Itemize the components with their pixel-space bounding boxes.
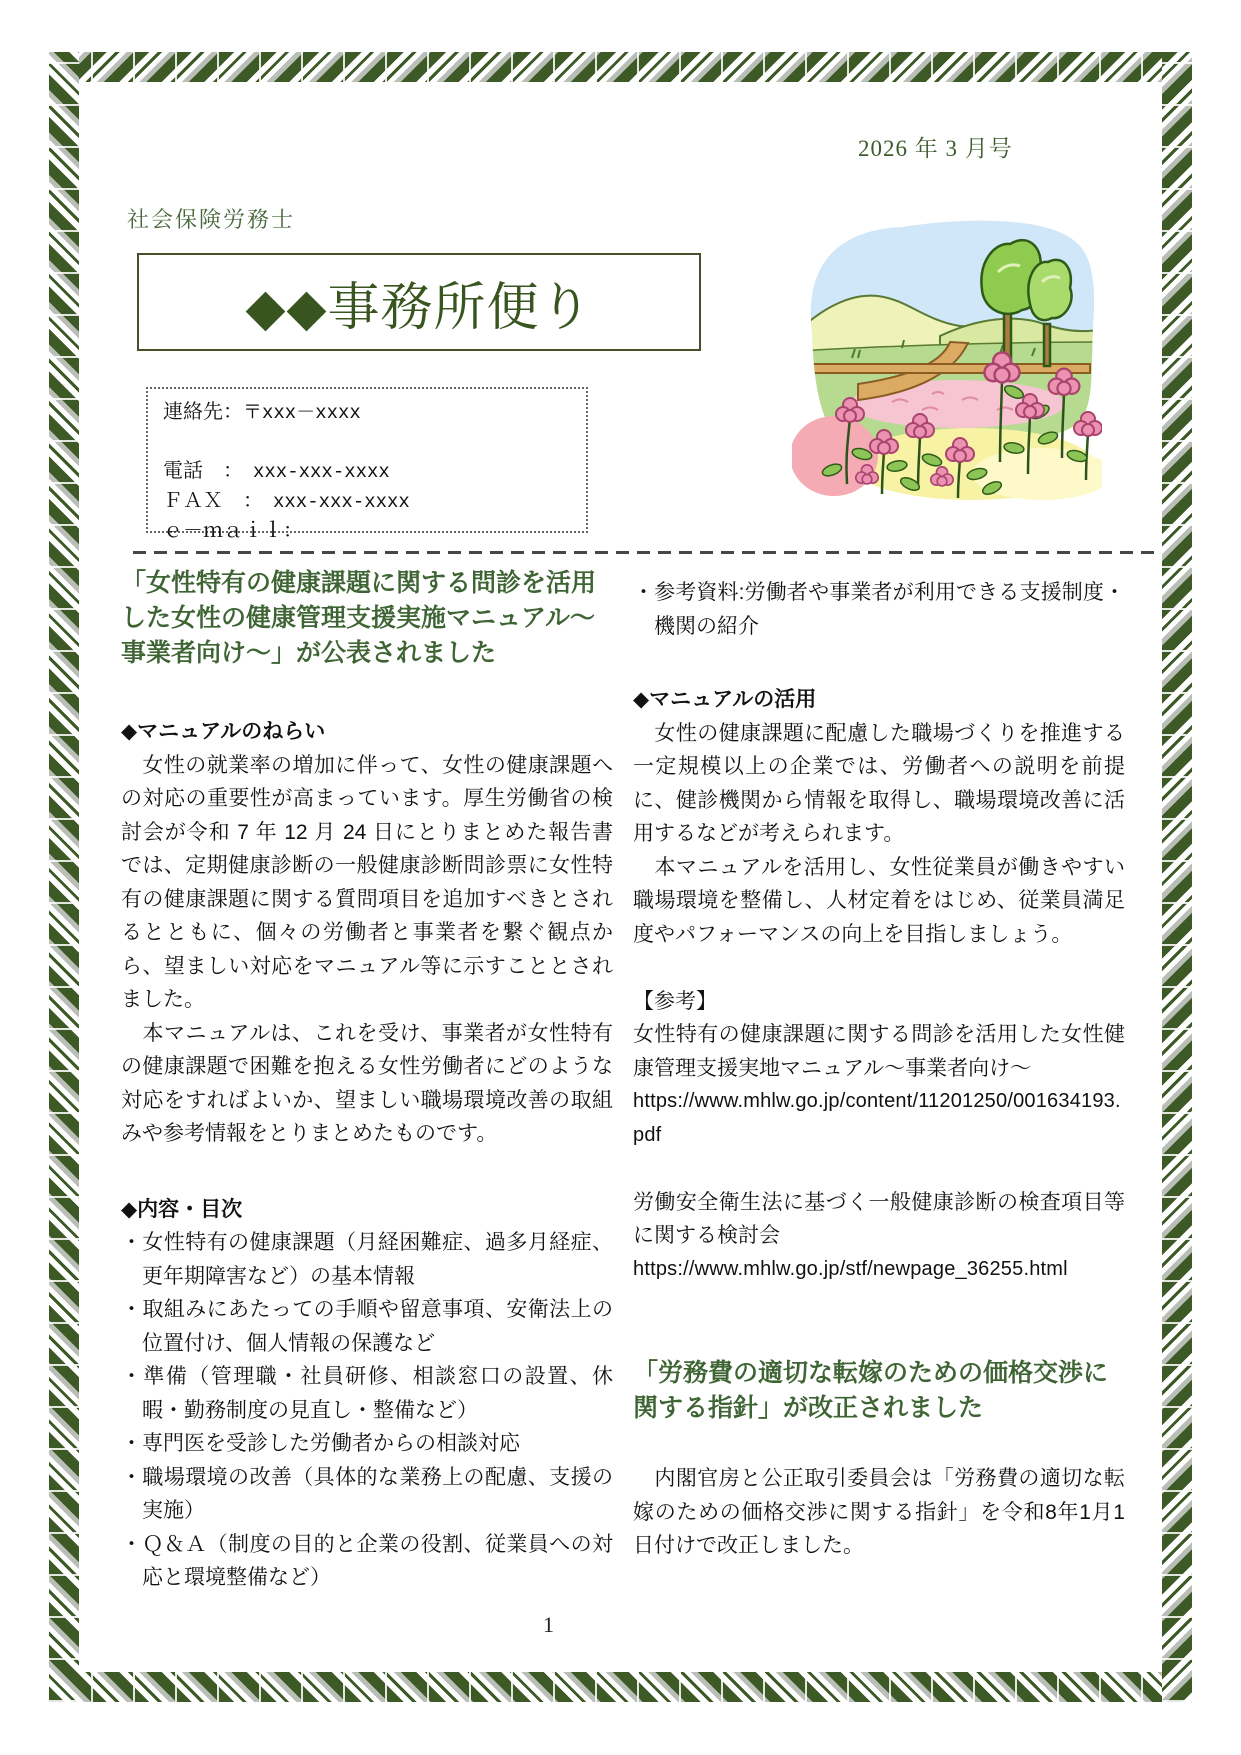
landscape-illustration	[792, 212, 1102, 500]
toc-list	[121, 1226, 613, 1595]
body-columns	[121, 566, 1125, 1595]
toc-item-reference: ・参考資料:労働者や事業者が利用できる支援制度・機関の紹介	[633, 581, 1125, 638]
article1-paragraph-1: 女性の就業率の増加に伴って、女性の健康課題への対応の重要性が高まっています。厚生労働省の検討会が令和 7 年 12 月 24 日にとりまとめた報告書では、定期健康診断の一般健康診断問診票に女性特有の健康課題に関する質問項目を追加すべきとされるとともに、個々の労働者と事業者を繋ぐ観点から、望ましい対応をマニュアル等に示すこととされました。	[121, 753, 613, 1011]
reference2-title: 労働安全衛生法に基づく一般健康診断の検査項目等に関する検討会	[633, 1190, 1125, 1247]
left-column	[121, 566, 613, 1595]
newsletter-title-box	[137, 253, 701, 351]
toc-item: ・専門医を受診した労働者からの相談対応	[121, 1432, 520, 1455]
toc-item: ・職場環境の改善（具体的な業務上の配慮、支援の実施）	[121, 1465, 613, 1522]
toc-item: ・女性特有の健康課題（月経困難症、過多月経症、更年期障害など）の基本情報	[121, 1231, 613, 1288]
contact-phone	[163, 457, 576, 487]
reference-heading: 【参考】	[633, 989, 717, 1013]
reference1-url: https://www.mhlw.go.jp/content/11201250/001634193.pdf	[633, 1090, 1121, 1146]
section-heading-manual-use: ◆マニュアルの活用	[633, 688, 817, 711]
article2-title: 「労務費の適切な転嫁のための価格交渉に関する指針」が改正されました	[633, 1359, 1109, 1422]
page-border-bottom	[49, 1672, 1192, 1702]
article1-paragraph-3: 女性の健康課題に配慮した職場づくりを推進する一定規模以上の企業では、労働者への説明を前提に、健診機関から情報を取得し、職場環境改善に活用するなどが考えられます。	[633, 721, 1125, 845]
contact-email	[163, 517, 576, 546]
contact-fax	[163, 487, 576, 517]
reference1-title: 女性特有の健康課題に関する問診を活用した女性健康管理支援実地マニュアル～事業者向け～	[633, 1023, 1125, 1080]
toc-item: ・取組みにあたっての手順や留意事項、安衛法上の位置付け、個人情報の保護など	[121, 1298, 613, 1355]
section-heading-contents: ◆内容・目次	[121, 1197, 243, 1221]
office-type-label: 社会保険労務士	[127, 207, 296, 232]
toc-item: ・準備（管理職・社員研修、相談窓口の設置、休暇・勤務制度の見直し・整備など）	[121, 1365, 613, 1422]
toc-item: ・Ｑ＆Ａ（制度の目的と企業の役割、従業員への対応と環境整備など）	[121, 1532, 613, 1589]
dashed-separator	[133, 551, 1159, 554]
contact-address-label: 連絡先：	[163, 401, 243, 423]
contact-fax-label: ＦＡＸ ：	[163, 490, 273, 512]
newsletter-title: ◆◆事務所便り	[245, 279, 593, 337]
section-heading-manual-aim: ◆マニュアルのねらい	[121, 720, 326, 743]
contact-address	[163, 398, 576, 428]
reference2-url: https://www.mhlw.go.jp/stf/newpage_36255.html	[633, 1257, 1068, 1280]
contact-email-label: ｅ－ｍａｉｌ：	[163, 520, 303, 542]
page-border-right	[1162, 52, 1192, 1702]
contact-box	[146, 387, 588, 542]
page-border-top	[49, 52, 1192, 82]
page-border-left	[49, 52, 79, 1702]
article1-title: 「女性特有の健康課題に関する問診を活用した女性の健康管理支援実施マニュアル～事業者向け～」が公表されました	[121, 569, 597, 667]
issue-date: 2026 年 3 月号	[858, 136, 1013, 161]
contact-fax-value: xxx-xxx-xxxx	[273, 491, 410, 513]
article2-paragraph-1: 内閣官房と公正取引委員会は「労務費の適切な転嫁のための価格交渉に関する指針」を令和8年1月1日付けで改正しました。	[633, 1467, 1125, 1557]
article1-paragraph-2: 本マニュアルは、これを受け、事業者が女性特有の健康課題で困難を抱える女性労働者にどのような対応をすればよいか、望ましい職場環境改善の取組みや参考情報をとりまとめたものです。	[121, 1021, 613, 1145]
page-number: 1	[543, 1612, 554, 1637]
article1-paragraph-4: 本マニュアルを活用し、女性従業員が働きやすい職場環境を整備し、人材定着をはじめ、従業員満足度やパフォーマンスの向上を目指しましょう。	[633, 855, 1125, 946]
contact-phone-value: xxx-xxx-xxxx	[253, 461, 390, 483]
right-column	[633, 566, 1125, 1595]
contact-phone-label: 電話 ：	[163, 460, 253, 482]
contact-address-value: 〒xxx－xxxx	[243, 402, 361, 424]
